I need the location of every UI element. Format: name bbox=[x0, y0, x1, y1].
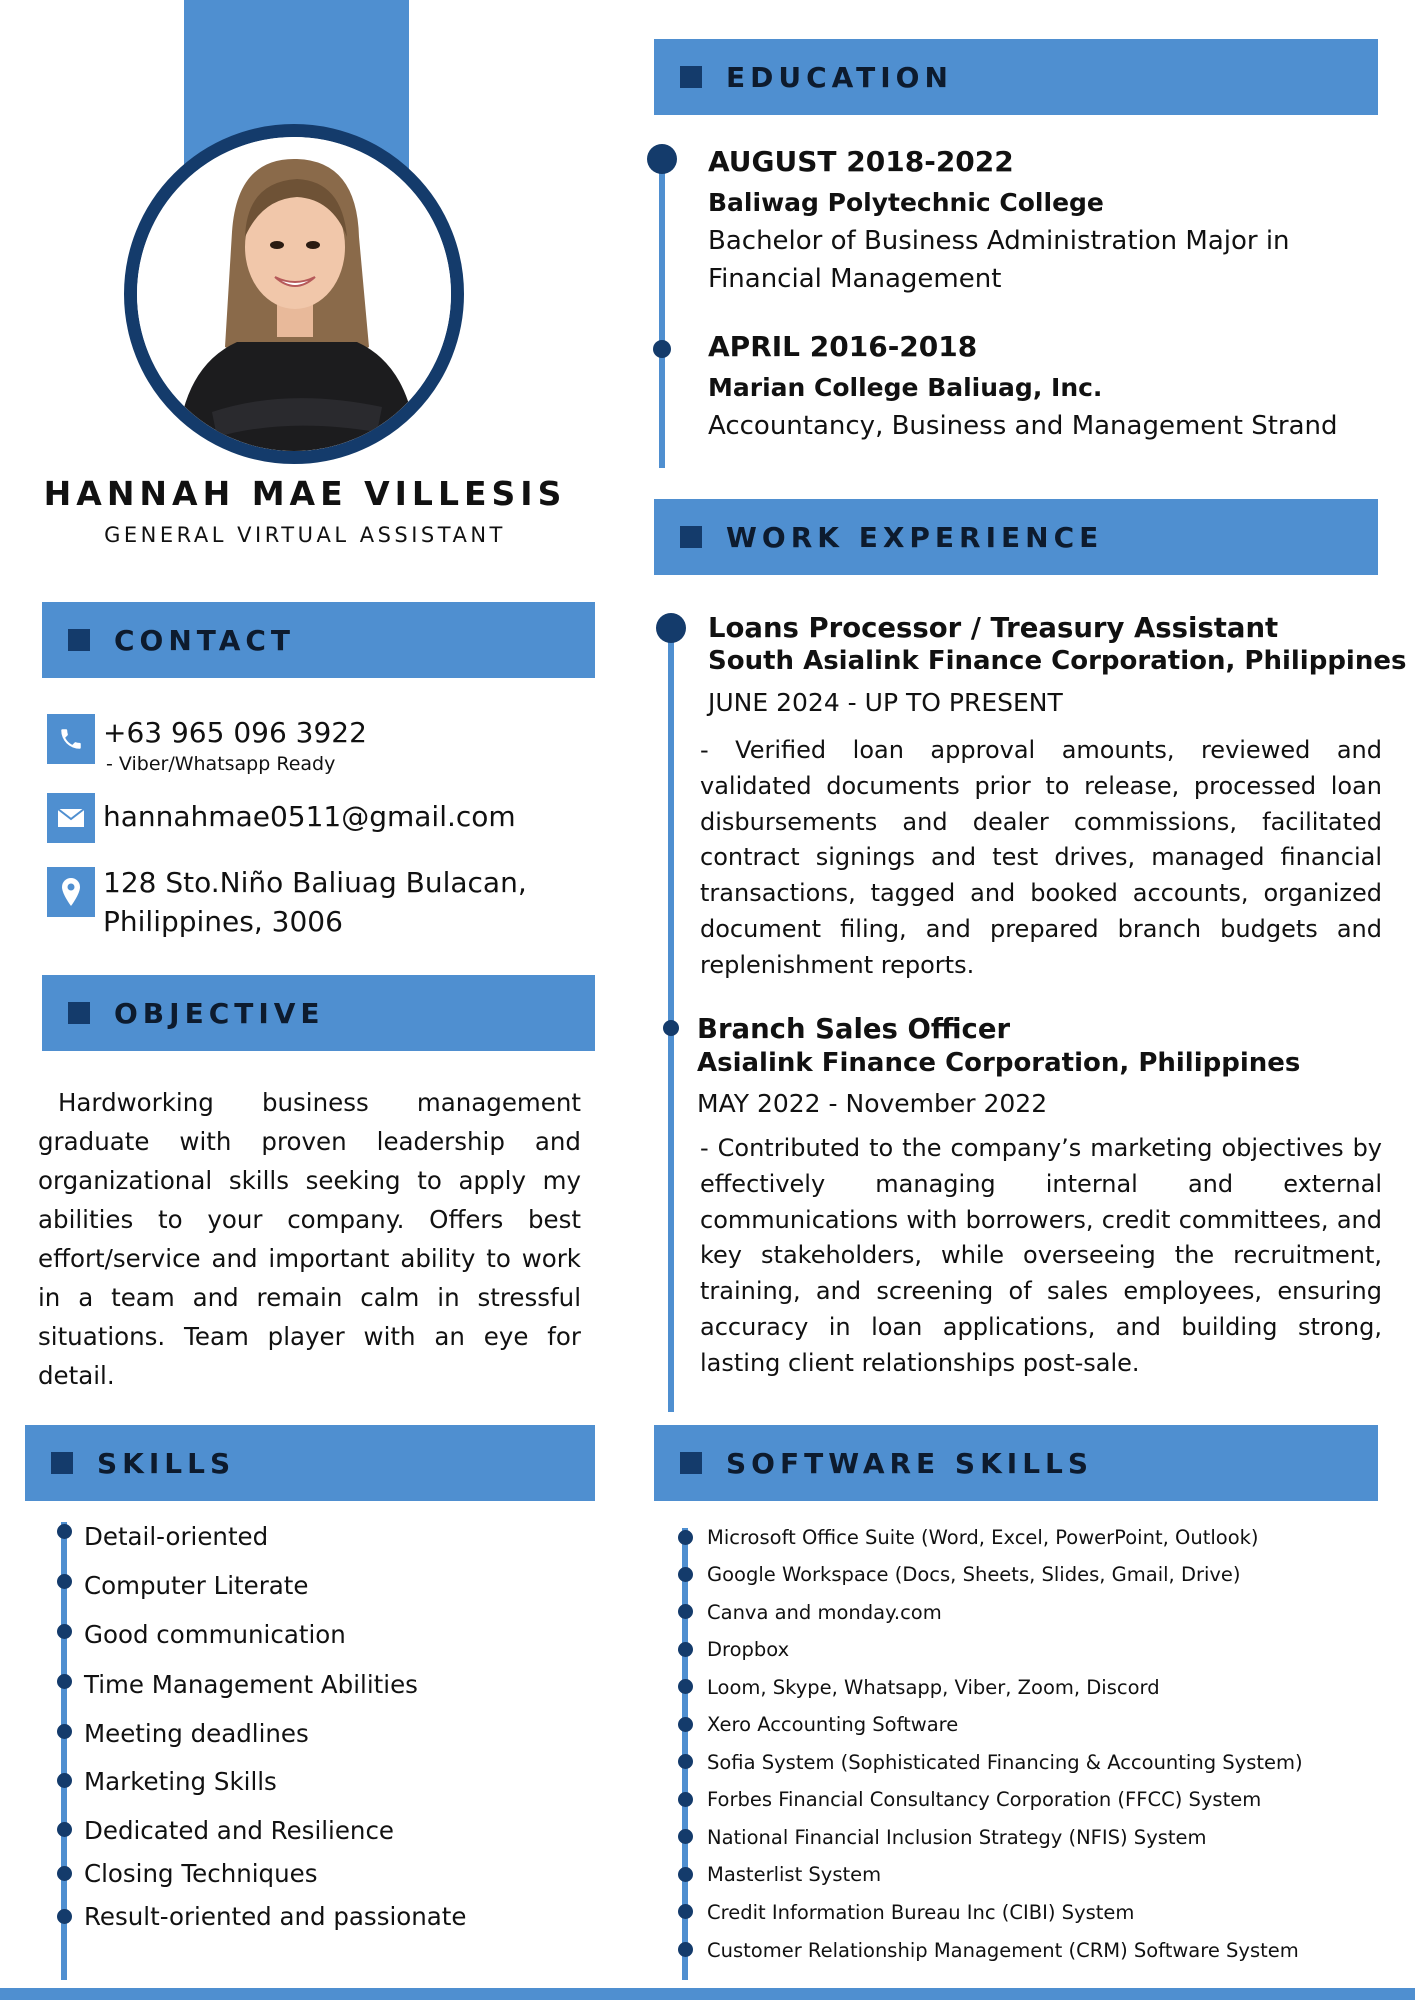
work-header bbox=[654, 499, 1378, 575]
timeline-dot bbox=[653, 340, 671, 358]
phone-icon bbox=[47, 714, 95, 764]
software-item: Sofia System (Sophisticated Financing & Accounting System) bbox=[707, 1751, 1303, 1774]
software-item: Canva and monday.com bbox=[707, 1601, 942, 1624]
job-period: MAY 2022 - November 2022 bbox=[697, 1089, 1048, 1118]
skill-item: Time Management Abilities bbox=[84, 1670, 418, 1699]
timeline-dot bbox=[663, 1020, 679, 1036]
bullet-dot bbox=[57, 1624, 72, 1639]
job-description: - Contributed to the company’s marketing objectives by effectively managing internal and external communications with borrowers, credit committees, and key stakeholders, while overseeing the recruitment, training, and screening of sales employees, ensuring accuracy in loan applications, and building strong, lasting client relationships post-sale. bbox=[700, 1134, 1382, 1377]
school-name: Marian College Baliuag, Inc. bbox=[708, 373, 1103, 402]
bullet-dot bbox=[57, 1773, 72, 1788]
job-role: Branch Sales Officer bbox=[697, 1013, 1011, 1045]
bullet-dot bbox=[678, 1567, 693, 1582]
skill-item: Computer Literate bbox=[84, 1571, 309, 1600]
address-line-2: Philippines, 3006 bbox=[103, 905, 343, 938]
bullet-dot bbox=[678, 1942, 693, 1957]
address-line-1: 128 Sto.Niño Baliuag Bulacan, bbox=[103, 866, 527, 899]
phone-note: - Viber/Whatsapp Ready bbox=[106, 753, 336, 775]
profile-photo bbox=[124, 124, 464, 464]
bullet-dot bbox=[678, 1754, 693, 1769]
square-bullet-icon bbox=[51, 1452, 73, 1474]
software-item: Masterlist System bbox=[707, 1863, 882, 1886]
bullet-dot bbox=[57, 1909, 72, 1924]
candidate-title: GENERAL VIRTUAL ASSISTANT bbox=[104, 523, 506, 547]
bullet-dot bbox=[678, 1604, 693, 1619]
job-period: JUNE 2024 - UP TO PRESENT bbox=[708, 688, 1063, 717]
contact-heading: CONTACT bbox=[114, 623, 296, 657]
square-bullet-icon bbox=[680, 66, 702, 88]
degree-line-1: Bachelor of Business Administration Major in bbox=[708, 226, 1290, 256]
bullet-dot bbox=[57, 1866, 72, 1881]
degree-line-2: Financial Management bbox=[708, 264, 1002, 294]
objective-text: Hardworking business management graduate with proven leadership and organizational skills seeking to apply my abilities to your company. Offers best effort/service and important ability to work in a team and remain calm in stressful situations. Team player with an eye for detail. bbox=[38, 1088, 581, 1390]
work-heading: WORK EXPERIENCE bbox=[726, 520, 1104, 554]
bullet-dot bbox=[678, 1904, 693, 1919]
degree-line-1: Accountancy, Business and Management Strand bbox=[708, 411, 1338, 441]
software-item: Microsoft Office Suite (Word, Excel, PowerPoint, Outlook) bbox=[707, 1526, 1259, 1549]
education-period: AUGUST 2018-2022 bbox=[708, 145, 1014, 178]
portrait-illustration bbox=[137, 137, 451, 451]
contact-header bbox=[42, 602, 595, 678]
skill-item: Detail-oriented bbox=[84, 1522, 269, 1551]
square-bullet-icon bbox=[680, 526, 702, 548]
job-company: Asialink Finance Corporation, Philippines bbox=[697, 1048, 1301, 1078]
bullet-dot bbox=[57, 1822, 72, 1837]
square-bullet-icon bbox=[68, 629, 90, 651]
bullet-dot bbox=[57, 1674, 72, 1689]
timeline-dot bbox=[647, 144, 677, 174]
skill-item: Closing Techniques bbox=[84, 1859, 318, 1888]
skill-item: Marketing Skills bbox=[84, 1767, 277, 1796]
phone-number[interactable]: +63 965 096 3922 bbox=[103, 716, 367, 749]
education-header bbox=[654, 39, 1378, 115]
software-item: National Financial Inclusion Strategy (NFIS) System bbox=[707, 1826, 1207, 1849]
candidate-name: HANNAH MAE VILLESIS bbox=[43, 474, 567, 513]
email-address[interactable]: hannahmae0511@gmail.com bbox=[103, 800, 516, 833]
skills-header bbox=[25, 1425, 595, 1501]
education-timeline bbox=[659, 160, 665, 468]
timeline-dot bbox=[656, 613, 686, 643]
software-item: Loom, Skype, Whatsapp, Viber, Zoom, Discord bbox=[707, 1676, 1160, 1699]
bullet-dot bbox=[57, 1724, 72, 1739]
objective-header bbox=[42, 975, 595, 1051]
skill-item: Result-oriented and passionate bbox=[84, 1902, 467, 1931]
software-item: Google Workspace (Docs, Sheets, Slides, Gmail, Drive) bbox=[707, 1563, 1241, 1586]
location-pin-icon bbox=[47, 867, 95, 917]
school-name: Baliwag Polytechnic College bbox=[708, 188, 1104, 217]
footer-bar bbox=[0, 1988, 1415, 2000]
square-bullet-icon bbox=[68, 1002, 90, 1024]
skill-item: Good communication bbox=[84, 1620, 346, 1649]
square-bullet-icon bbox=[680, 1452, 702, 1474]
software-heading: SOFTWARE SKILLS bbox=[726, 1446, 1094, 1480]
software-item: Credit Information Bureau Inc (CIBI) System bbox=[707, 1901, 1135, 1924]
bullet-dot bbox=[57, 1574, 72, 1589]
bullet-dot bbox=[678, 1530, 693, 1545]
bullet-dot bbox=[678, 1679, 693, 1694]
job-description: - Verified loan approval amounts, reviewed and validated documents prior to release, processed loan disbursements and dealer commissions, facilitated contract signings and test drives, managed financial transactions, tagged and booked accounts, organized document filing, and prepared branch budgets and replenishment reports. bbox=[700, 736, 1382, 979]
bullet-dot bbox=[678, 1867, 693, 1882]
skills-heading: SKILLS bbox=[97, 1446, 236, 1480]
objective-heading: OBJECTIVE bbox=[114, 996, 325, 1030]
job-role: Loans Processor / Treasury Assistant bbox=[708, 612, 1279, 644]
software-header bbox=[654, 1425, 1378, 1501]
education-heading: EDUCATION bbox=[726, 60, 953, 94]
bullet-dot bbox=[678, 1717, 693, 1732]
skill-item: Dedicated and Resilience bbox=[84, 1816, 395, 1845]
education-period: APRIL 2016-2018 bbox=[708, 330, 978, 363]
software-item: Dropbox bbox=[707, 1638, 790, 1661]
bullet-dot bbox=[678, 1642, 693, 1657]
bullet-dot bbox=[57, 1524, 72, 1539]
software-item: Customer Relationship Management (CRM) Software System bbox=[707, 1939, 1299, 1962]
bullet-dot bbox=[678, 1792, 693, 1807]
bullet-dot bbox=[678, 1829, 693, 1844]
software-item: Forbes Financial Consultancy Corporation (FFCC) System bbox=[707, 1788, 1262, 1811]
job-company: South Asialink Finance Corporation, Philippines bbox=[708, 646, 1407, 676]
software-item: Xero Accounting Software bbox=[707, 1713, 959, 1736]
skill-item: Meeting deadlines bbox=[84, 1719, 309, 1748]
email-icon bbox=[47, 793, 95, 843]
